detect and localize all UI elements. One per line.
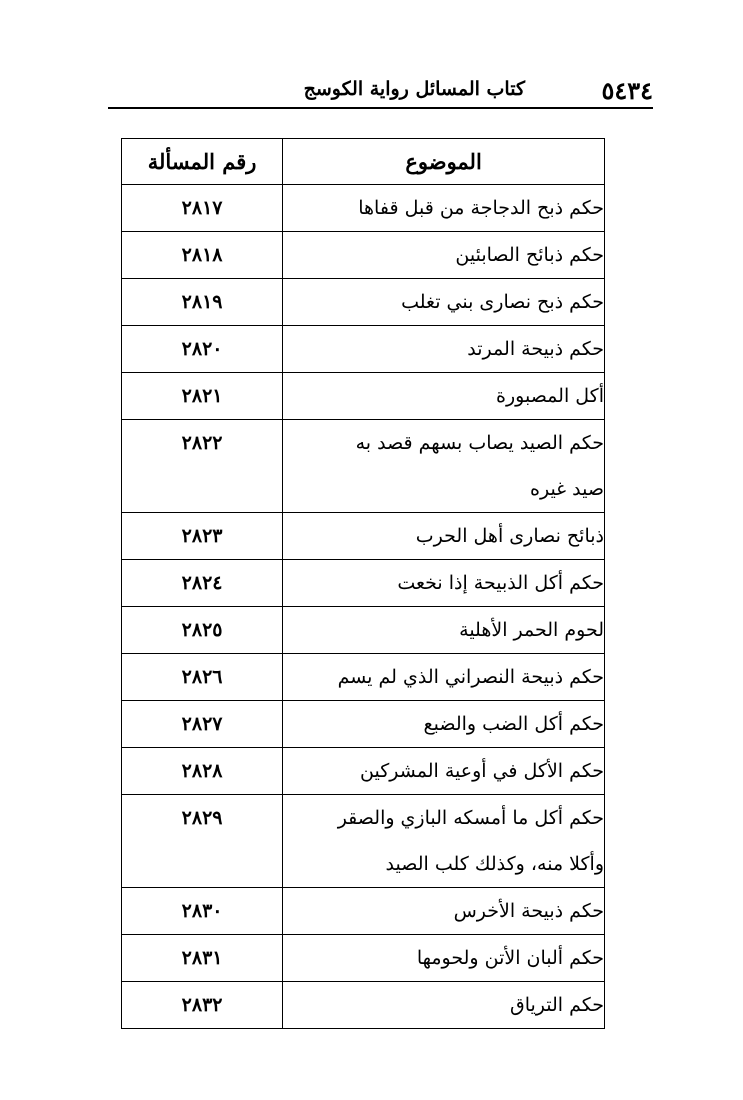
row-issue-number: ٢٨١٩ xyxy=(122,279,283,326)
column-header-issue-number: رقم المسألة xyxy=(122,139,283,185)
row-topic: حكم ذبائح الصابئين xyxy=(283,232,605,279)
row-issue-number: ٢٨٢٩ xyxy=(122,795,283,888)
page-number: ٥٤٣٤ xyxy=(601,76,653,105)
row-topic: لحوم الحمر الأهلية xyxy=(283,607,605,654)
table-row xyxy=(122,560,605,607)
table-row xyxy=(122,607,605,654)
column-header-topic: الموضوع xyxy=(283,139,605,185)
row-issue-number: ٢٨٢٣ xyxy=(122,513,283,560)
table-row xyxy=(122,420,605,513)
row-issue-number: ٢٨٣١ xyxy=(122,935,283,982)
row-topic: حكم الصيد يصاب بسهم قصد به صيد غيره xyxy=(283,420,605,513)
row-topic: حكم ذبيحة المرتد xyxy=(283,326,605,373)
table-row xyxy=(122,888,605,935)
row-topic: حكم الأكل في أوعية المشركين xyxy=(283,748,605,795)
row-topic: حكم ذبيحة الأخرس xyxy=(283,888,605,935)
table-body xyxy=(122,185,605,1029)
table-row xyxy=(122,513,605,560)
row-issue-number: ٢٨٢١ xyxy=(122,373,283,420)
row-issue-number: ٢٨٢٧ xyxy=(122,701,283,748)
row-topic: حكم ذبيحة النصراني الذي لم يسم xyxy=(283,654,605,701)
table-row xyxy=(122,232,605,279)
row-topic: حكم أكل الذبيحة إذا نخعت xyxy=(283,560,605,607)
row-issue-number: ٢٨١٨ xyxy=(122,232,283,279)
table-row xyxy=(122,373,605,420)
table-row xyxy=(122,279,605,326)
row-issue-number: ٢٨٢٢ xyxy=(122,420,283,513)
row-topic: أكل المصبورة xyxy=(283,373,605,420)
row-topic: حكم ذبح نصارى بني تغلب xyxy=(283,279,605,326)
row-issue-number: ٢٨٢٥ xyxy=(122,607,283,654)
row-issue-number: ٢٨٢٤ xyxy=(122,560,283,607)
page-header xyxy=(108,72,653,108)
row-topic: حكم أكل الضب والضبع xyxy=(283,701,605,748)
row-topic: حكم ألبان الأتن ولحومها xyxy=(283,935,605,982)
table-row xyxy=(122,185,605,232)
row-issue-number: ٢٨٣٢ xyxy=(122,982,283,1029)
table-row xyxy=(122,654,605,701)
row-topic: حكم ذبح الدجاجة من قبل قفاها xyxy=(283,185,605,232)
row-topic: حكم الترياق xyxy=(283,982,605,1029)
row-issue-number: ٢٨١٧ xyxy=(122,185,283,232)
row-topic: حكم أكل ما أمسكه البازي والصقر وأكلا منه، وكذلك كلب الصيد xyxy=(283,795,605,888)
header-rule xyxy=(108,107,653,109)
table-row xyxy=(122,935,605,982)
row-issue-number: ٢٨٢٦ xyxy=(122,654,283,701)
table-row xyxy=(122,982,605,1029)
table-row xyxy=(122,326,605,373)
row-issue-number: ٢٨٢٠ xyxy=(122,326,283,373)
table-row xyxy=(122,795,605,888)
row-issue-number: ٢٨٣٠ xyxy=(122,888,283,935)
row-topic: ذبائح نصارى أهل الحرب xyxy=(283,513,605,560)
table-row xyxy=(122,748,605,795)
row-issue-number: ٢٨٢٨ xyxy=(122,748,283,795)
table-header-row xyxy=(122,139,605,185)
index-table xyxy=(121,138,605,1029)
book-title: كتاب المسائل رواية الكوسج xyxy=(303,78,525,100)
table-row xyxy=(122,701,605,748)
